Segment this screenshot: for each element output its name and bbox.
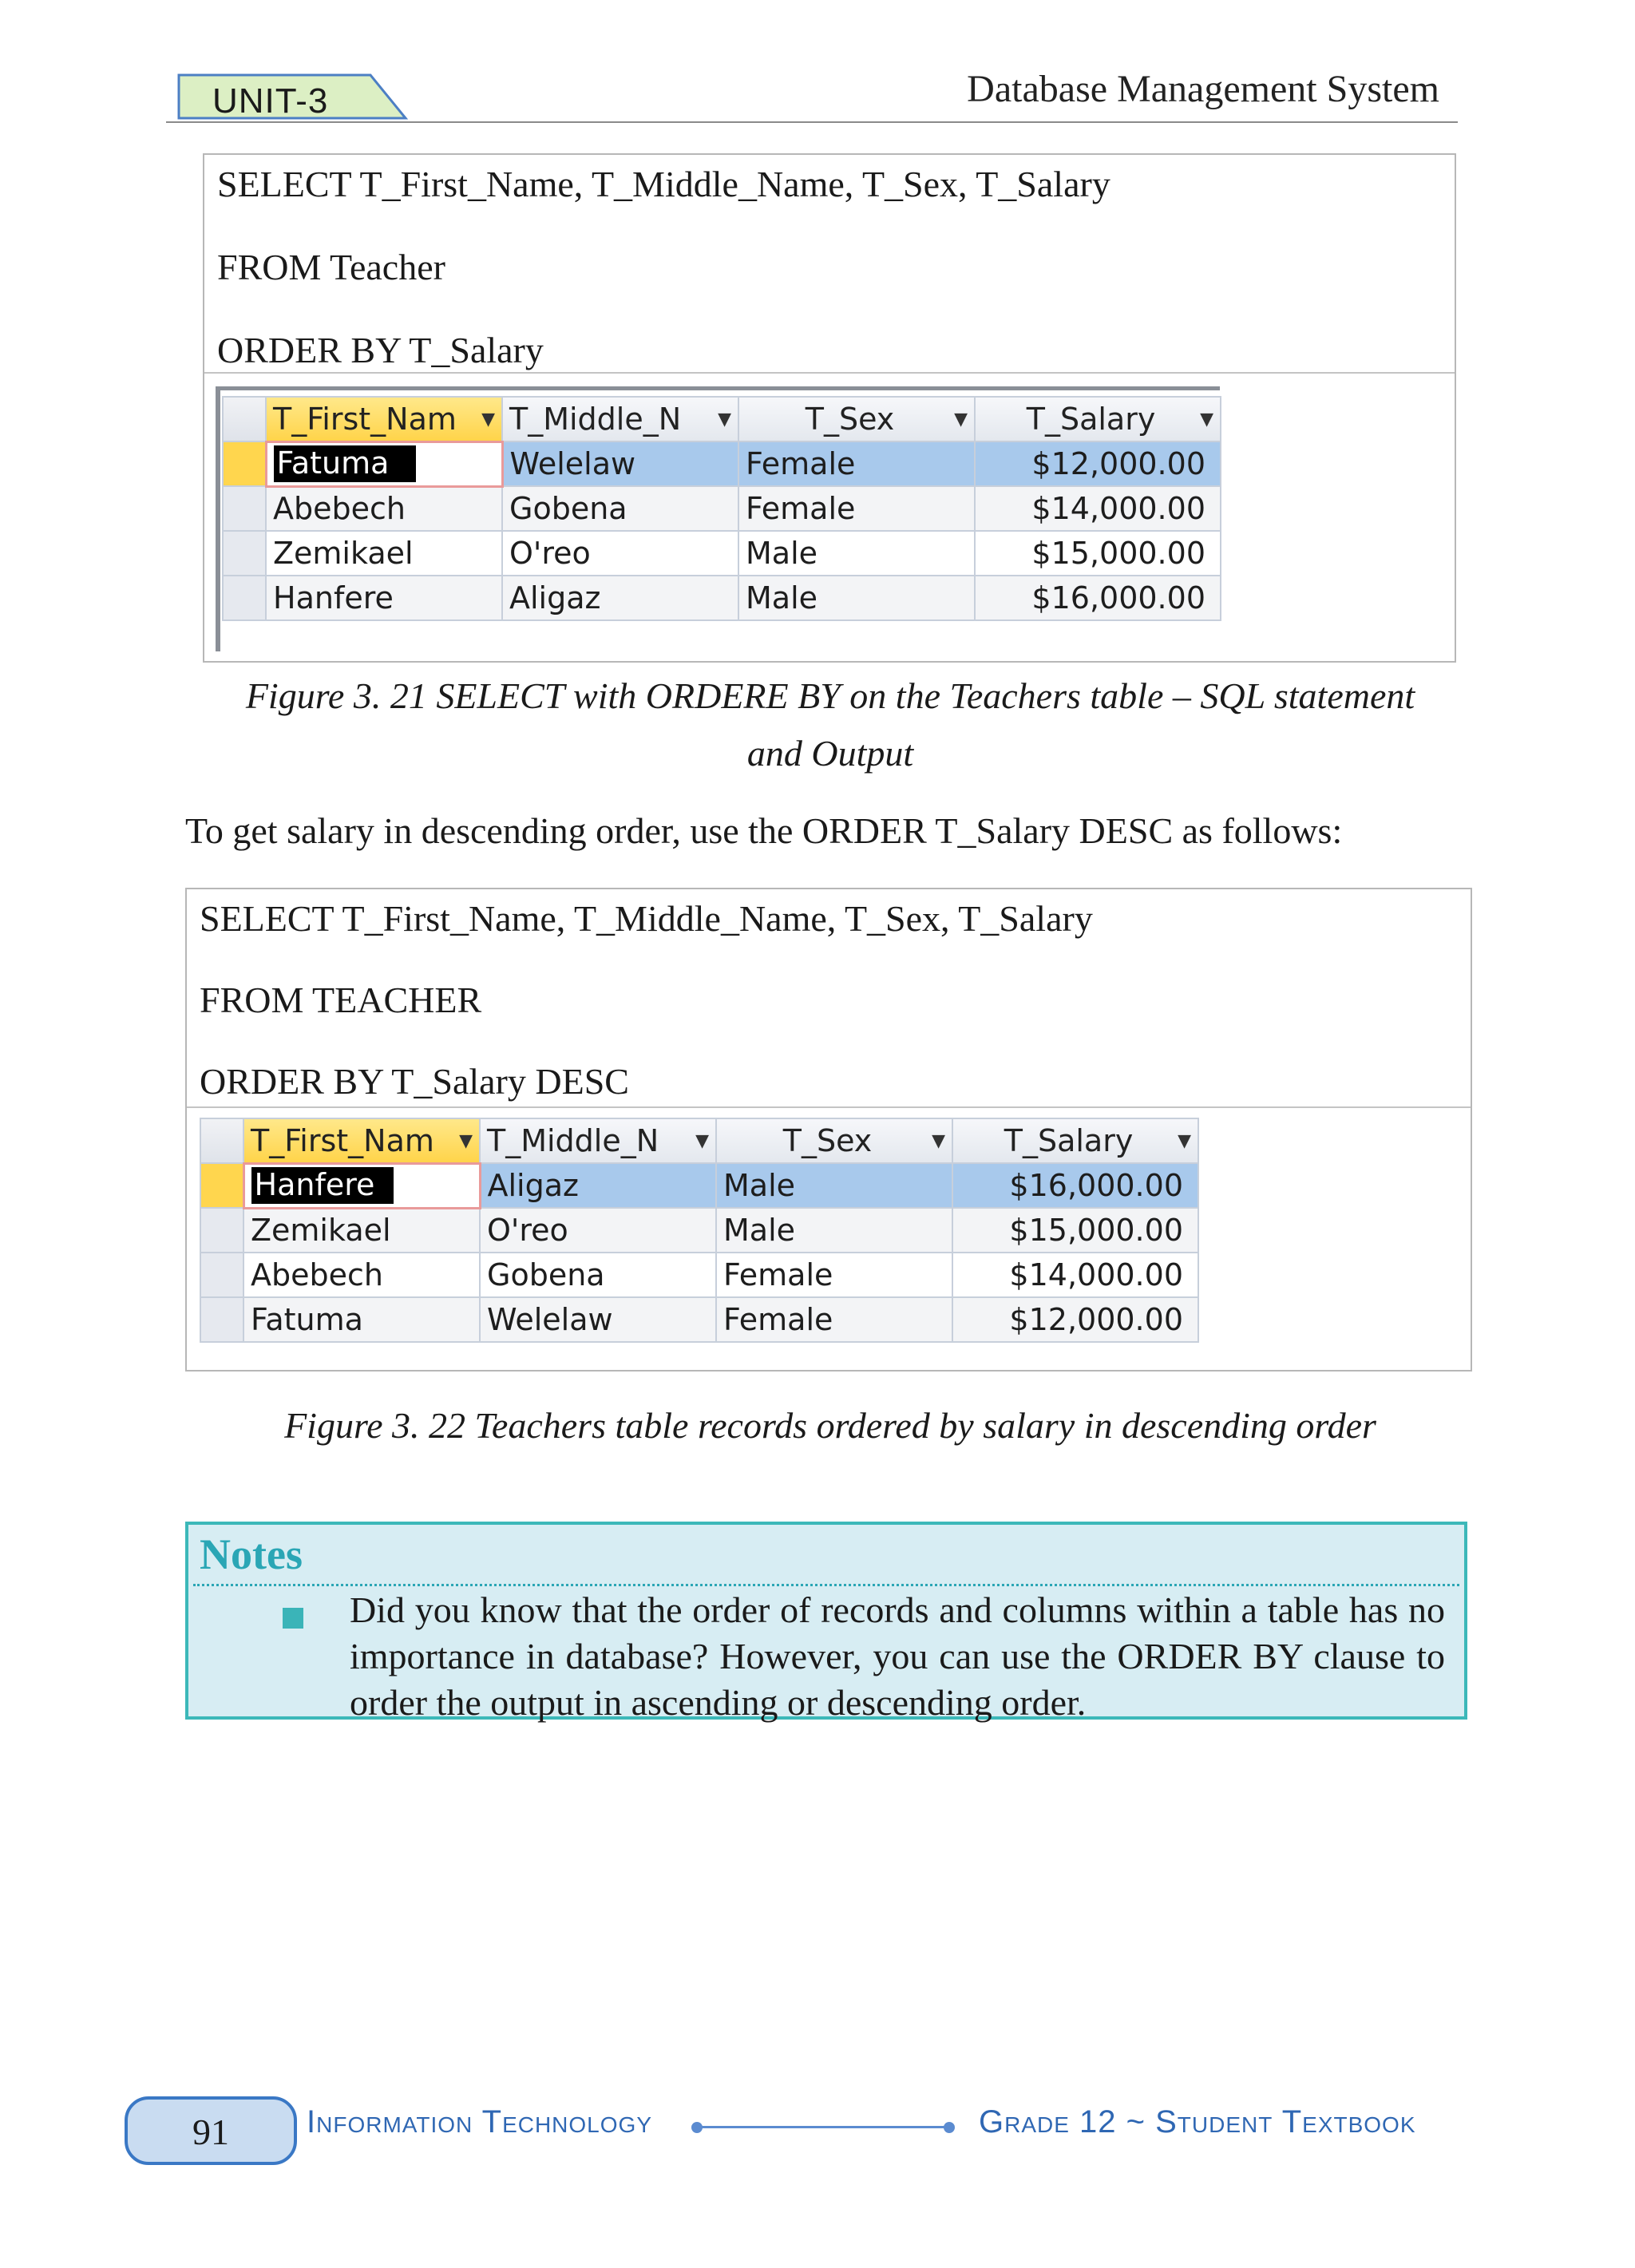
column-header-label: T_Salary	[1026, 402, 1156, 437]
column-header-label: T_Sex	[805, 402, 895, 437]
table-cell[interactable]: Abebech	[266, 486, 502, 531]
column-header-middle-name[interactable]	[502, 397, 738, 441]
sql-line: ORDER BY T_Salary	[217, 330, 544, 370]
square-bullet-icon	[283, 1608, 303, 1629]
table-cell[interactable]: Zemikael	[266, 531, 502, 576]
row-selector[interactable]	[223, 531, 266, 576]
column-header-label: T_Salary	[1004, 1123, 1134, 1158]
dropdown-arrow-icon[interactable]: ▼	[718, 410, 731, 429]
column-header-label: T_First_Nam	[273, 401, 457, 437]
table-row[interactable]	[223, 441, 1221, 486]
footer-subject: Information Technology	[307, 2104, 652, 2139]
unit-tab	[177, 73, 409, 126]
sql-line: FROM TEACHER	[200, 980, 482, 1020]
column-header-label: T_Sex	[782, 1123, 873, 1158]
table-cell[interactable]: $16,000.00	[975, 576, 1221, 620]
row-selector[interactable]	[200, 1253, 243, 1297]
cell-text: Fatuma	[274, 445, 416, 482]
table-cell[interactable]: Zemikael	[243, 1208, 480, 1253]
table-cell[interactable]: Female	[738, 441, 975, 486]
table-cell[interactable]: Male	[738, 576, 975, 620]
column-header-label: T_First_Nam	[251, 1122, 434, 1158]
column-header-label: T_Middle_N	[487, 1123, 659, 1158]
table-cell[interactable]: Gobena	[480, 1253, 716, 1297]
dropdown-arrow-icon[interactable]: ▼	[1178, 1131, 1191, 1151]
table-cell[interactable]: $15,000.00	[975, 531, 1221, 576]
row-selector[interactable]	[223, 486, 266, 531]
table-cell[interactable]: $12,000.00	[975, 441, 1221, 486]
row-selector[interactable]	[200, 1208, 243, 1253]
table-cell[interactable]: Hanfere	[266, 576, 502, 620]
datasheet-left-border	[216, 386, 220, 651]
figure-caption-2: Figure 3. 22 Teachers table records ordered by salary in descending order	[284, 1405, 1376, 1446]
notes-text: Did you know that the order of records and columns within a table has no importance in database? However, you can use the ORDER BY clause to order the output in ascending or descending order.	[350, 1589, 1445, 1723]
column-header-middle-name[interactable]	[480, 1118, 716, 1163]
figure-caption-1	[144, 667, 1517, 782]
page-number-badge	[125, 2096, 297, 2165]
table-cell[interactable]: Male	[716, 1208, 952, 1253]
table-cell[interactable]: Female	[716, 1253, 952, 1297]
sql-line: SELECT T_First_Name, T_Middle_Name, T_Sex, T_Salary	[217, 164, 1110, 204]
notes-title: Notes	[200, 1530, 303, 1578]
table-cell[interactable]: O'reo	[502, 531, 738, 576]
table-cell[interactable]: Male	[738, 531, 975, 576]
dropdown-arrow-icon[interactable]: ▼	[932, 1131, 945, 1151]
sql-box-2	[185, 888, 1472, 1371]
row-selector[interactable]	[223, 441, 266, 486]
header-title: Database Management System	[967, 68, 1439, 110]
table-cell[interactable]: Gobena	[502, 486, 738, 531]
table-cell[interactable]	[243, 1163, 480, 1208]
table-cell[interactable]: Welelaw	[502, 441, 738, 486]
row-selector[interactable]	[200, 1163, 243, 1208]
caption-line: and Output	[746, 733, 914, 774]
table-cell[interactable]: $14,000.00	[975, 486, 1221, 531]
sql-box-1	[203, 153, 1456, 663]
column-header-label: T_Middle_N	[509, 402, 682, 437]
row-selector[interactable]	[200, 1297, 243, 1342]
column-header-salary[interactable]	[952, 1118, 1198, 1163]
select-all-corner[interactable]	[223, 397, 266, 441]
column-header-sex[interactable]	[716, 1118, 952, 1163]
sql-output-divider	[187, 1106, 1471, 1108]
unit-label: UNIT-3	[212, 81, 329, 121]
table-row[interactable]	[223, 486, 1221, 531]
table-cell[interactable]: Fatuma	[243, 1297, 480, 1342]
table-row[interactable]	[223, 576, 1221, 620]
dropdown-arrow-icon[interactable]: ▼	[1200, 410, 1213, 429]
dropdown-arrow-icon[interactable]: ▼	[695, 1131, 709, 1151]
notes-divider	[193, 1584, 1459, 1586]
caption-line: Figure 3. 21 SELECT with ORDERE BY on the Teachers table – SQL statement	[245, 675, 1415, 716]
dropdown-arrow-icon[interactable]: ▼	[954, 410, 968, 429]
dropdown-arrow-icon[interactable]: ▼	[459, 1130, 473, 1151]
table-row[interactable]	[200, 1297, 1198, 1342]
table-cell[interactable]: $16,000.00	[952, 1163, 1198, 1208]
cell-text: Hanfere	[251, 1167, 394, 1204]
footer-dot-right	[944, 2122, 955, 2133]
datasheet-top-border	[216, 386, 1220, 390]
sql-output-divider	[204, 372, 1455, 374]
notes-box	[185, 1522, 1467, 1723]
sql-line: FROM Teacher	[217, 247, 445, 287]
column-header-first-name[interactable]	[243, 1118, 480, 1163]
table-cell[interactable]	[266, 441, 502, 486]
row-selector[interactable]	[223, 576, 266, 620]
table-row[interactable]	[223, 531, 1221, 576]
table-row[interactable]	[200, 1253, 1198, 1297]
dropdown-arrow-icon[interactable]: ▼	[481, 409, 495, 429]
table-cell[interactable]: $15,000.00	[952, 1208, 1198, 1253]
select-all-corner[interactable]	[200, 1118, 243, 1163]
sql-line: SELECT T_First_Name, T_Middle_Name, T_Sex, T_Salary	[200, 898, 1093, 939]
header-rule	[166, 121, 1458, 123]
datasheet-2	[200, 1118, 1199, 1343]
column-header-sex[interactable]	[738, 397, 975, 441]
table-cell[interactable]: O'reo	[480, 1208, 716, 1253]
table-cell[interactable]: Welelaw	[480, 1297, 716, 1342]
table-cell[interactable]: Aligaz	[480, 1163, 716, 1208]
body-paragraph: To get salary in descending order, use the ORDER T_Salary DESC as follows:	[185, 810, 1343, 851]
table-cell[interactable]: Female	[738, 486, 975, 531]
column-header-salary[interactable]	[975, 397, 1221, 441]
table-cell[interactable]: Aligaz	[502, 576, 738, 620]
table-row[interactable]	[200, 1163, 1198, 1208]
table-cell[interactable]: Abebech	[243, 1253, 480, 1297]
footer-grade: Grade 12 ~ Student Textbook	[979, 2104, 1416, 2139]
sql-line: ORDER BY T_Salary DESC	[200, 1061, 629, 1102]
table-cell[interactable]: Female	[716, 1297, 952, 1342]
table-cell[interactable]: Male	[716, 1163, 952, 1208]
column-header-first-name[interactable]	[266, 397, 502, 441]
page-number: 91	[192, 2112, 229, 2152]
table-row[interactable]	[200, 1208, 1198, 1253]
datasheet-1	[222, 396, 1221, 621]
table-cell[interactable]: $14,000.00	[952, 1253, 1198, 1297]
footer-connector-line	[696, 2126, 950, 2128]
table-cell[interactable]: $12,000.00	[952, 1297, 1198, 1342]
